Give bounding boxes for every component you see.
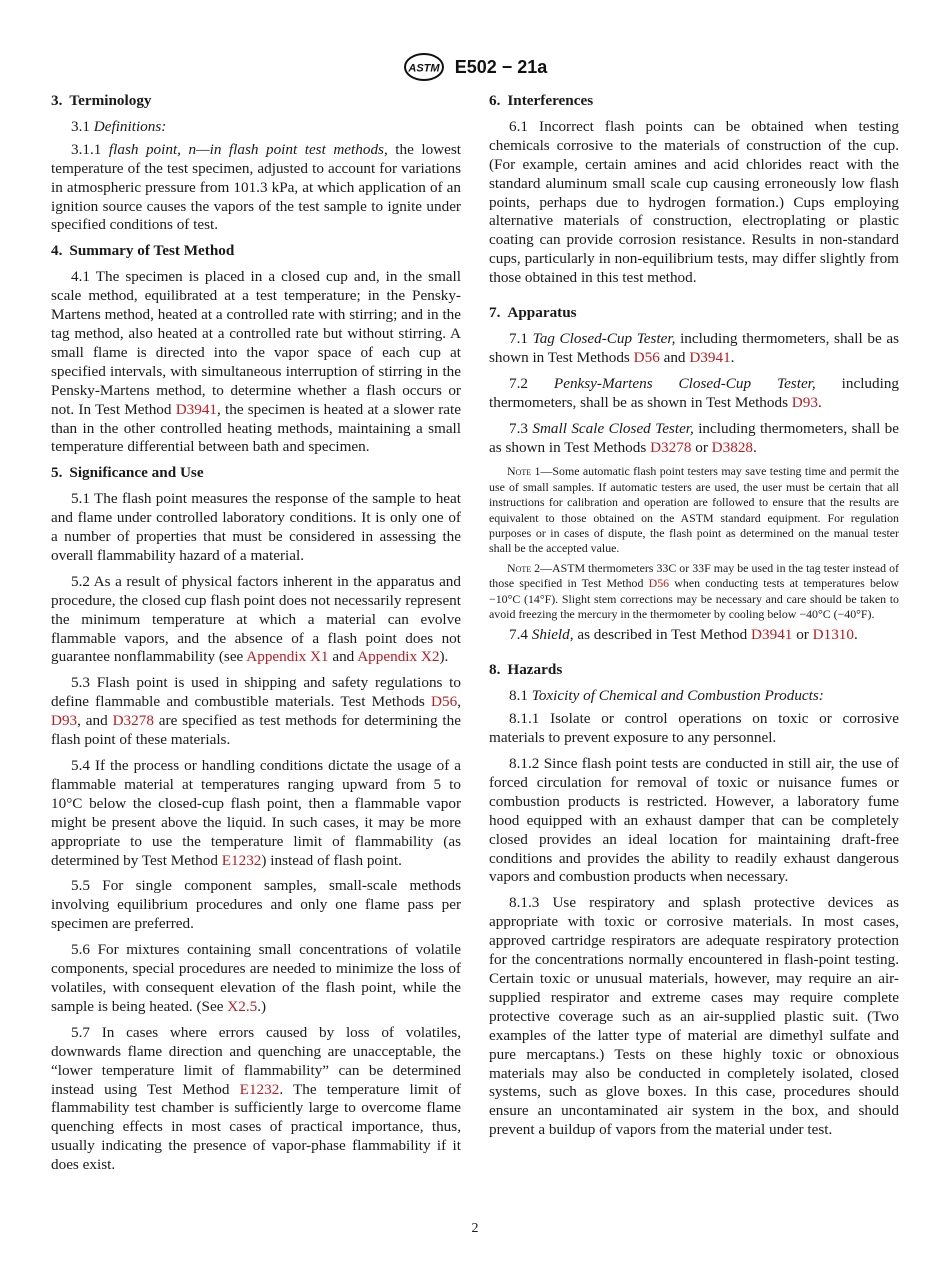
- section-heading: 3. Terminology: [51, 92, 152, 109]
- reference-link[interactable]: D56: [431, 693, 458, 711]
- reference-link[interactable]: D56: [648, 576, 670, 591]
- reference-link[interactable]: E1232: [221, 851, 262, 869]
- reference-link[interactable]: D93: [51, 712, 78, 730]
- reference-link[interactable]: X2.5: [227, 997, 258, 1015]
- section-heading: 4. Summary of Test Method: [51, 242, 235, 260]
- svg-text:ASTM: ASTM: [408, 62, 440, 75]
- paragraph: 6.1 Incorrect flash points can be obtained when testing chemicals corrosive to the materials of construction of the cup. (For example, certain amines and acid chlorides react with the standard aluminum small scale cup causing erroneously low flash points, perhaps due to hydrogen formation.) Cups employing alternative materials of construction, electroplating or plastic coating can provide corrosion resistance. Results in non-standard cups, particularly in non-equilibrium tests, may differ slightly from those obtained in this test method.: [489, 117, 899, 287]
- reference-link[interactable]: D3828: [711, 438, 754, 456]
- document-number: E502 − 21a: [454, 56, 548, 77]
- reference-link[interactable]: Appendix X2: [357, 648, 440, 666]
- paragraph: 5.5 For single component samples, small-scale methods involving equilibrium procedures and only one flame pass per specimen are preferred.: [51, 877, 461, 933]
- paragraph: 4.1 The specimen is placed in a closed cup and, in the small scale method, equilibrated at a test temperature; in the Pensky-Martens method, heated at a controlled rate with stirring; and in the tag method, also heated at a controlled rate but without stirring. A small flame is directed into the vapor space of each cup at specified intervals, with simultaneous interruption of stirring in the Pensky-Martens method, to determine whether a flash occurs or not. In Test Method D3941, the specimen is heated at a slower rate than in the other controlled heating methods, maintaining a small temperature differential between bath and specimen.: [51, 268, 461, 456]
- page-number: 2: [471, 1221, 479, 1236]
- reference-link[interactable]: Appendix X1: [246, 648, 329, 666]
- right-column: [489, 92, 899, 1147]
- note: Note 2—ASTM thermometers 33C or 33F may be used in the tag tester instead of those specified in Test Method D56 when conducting tests at temperatures below −10°C (14°F). Slight stem corrections may be necessary and care should be taken to avoid freezing the mercury in the thermometer by cooling below −40°C (−40°F).: [489, 560, 900, 622]
- section-heading: 8. Hazards: [489, 661, 563, 679]
- paragraph: 5.6 For mixtures containing small concentrations of volatile components, special procedures are needed to minimize the loss of volatiles, with consequent elevation of the flash point, while the sample is being heated. (See X2.5.): [51, 941, 461, 1015]
- astm-logo-icon: [403, 52, 445, 82]
- reference-link[interactable]: D3941: [689, 348, 731, 366]
- reference-link[interactable]: D3941: [751, 626, 793, 644]
- reference-link[interactable]: D56: [633, 348, 660, 366]
- paragraph: 5.2 As a result of physical factors inherent in the apparatus and procedure, the closed cup flash point does not necessarily represent the minimum temperature at which a material can evolve flammable vapors, and the absence of a flash point does not guarantee nonflammability (see Appendix X1 and Appendix X2).: [51, 572, 461, 666]
- paragraph: 7.3 Small Scale Closed Tester, including thermometers, shall be as shown in Test Methods D3278 or D3828.: [489, 419, 900, 456]
- reference-link[interactable]: D3278: [112, 712, 154, 730]
- paragraph: 5.3 Flash point is used in shipping and safety regulations to define flammable and combustible materials. Test Methods D56, D93, and D3278 are specified as test methods for determining the flash point of these materials.: [51, 674, 461, 749]
- paragraph: 3.1 Definitions:: [71, 117, 167, 135]
- paragraph: 7.1 Tag Closed-Cup Tester, including thermometers, shall be as shown in Test Methods D56 and D3941.: [489, 329, 899, 366]
- left-column: [51, 92, 461, 1182]
- reference-link[interactable]: E1232: [239, 1080, 280, 1098]
- paragraph: 5.4 If the process or handling conditions dictate the usage of a flammable material at temperatures ranging upward from 5 to 10°C below the closed-cup flash point, then a flammable vapor might be present above the liquid. In such cases, it may be more appropriate to use the temperature limit of flammability (as determined by Test Method E1232) instead of flash point.: [51, 757, 461, 869]
- paragraph: 7.2 Penksy-Martens Closed-Cup Tester, including thermometers, shall be as shown in Test Methods D93.: [489, 374, 900, 411]
- section-heading: 7. Apparatus: [489, 304, 577, 322]
- paragraph: 7.4 Shield, as described in Test Method D3941 or D1310.: [509, 626, 858, 644]
- page-header: [0, 52, 950, 82]
- paragraph: 8.1.3 Use respiratory and splash protective devices as appropriate with toxic or corrosive materials. In most cases, approved cartridge respirators are adequate respiratory protection for the concentrations normally encountered in flash-point testing. Certain toxic or unusual materials, however, may require an air-supplied respirator and extreme cases may require complete protective coverage such as an air-supplied plastic suit. (Two examples of the latter type of material are dimethyl sulfate and pure mercaptans.) Tests on these highly toxic or obnoxious materials may also be conducted in completely isolated, closed systems, such as glove boxes. In this case, procedures should ensure an uncontaminated air system in the box, and should prevent a buildup of vapors from the material under test.: [489, 894, 899, 1139]
- reference-link[interactable]: D1310: [812, 626, 854, 644]
- paragraph: 8.1 Toxicity of Chemical and Combustion Products:: [509, 687, 824, 705]
- reference-link[interactable]: D93: [791, 393, 818, 411]
- paragraph: 5.7 In cases where errors caused by loss of volatiles, downwards flame direction and quenching are unacceptable, the “lower temperature limit of flammability” can be determined instead using Test Method E1232. The temperature limit of flammability test chamber is sufficiently large to overcome flame quenching effects in most cases of practical importance, thus, usually indicating the presence of vapor-phase flammability if it does exist.: [51, 1023, 461, 1174]
- section-heading: 5. Significance and Use: [51, 464, 204, 482]
- paragraph: 8.1.2 Since flash point tests are conducted in still air, the use of forced circulation for removal of toxic or nuisance fumes or combustion products is restricted. However, a laboratory fume hood equipped with an exhaust damper that can be completely closed provides an ideal location for maintaining draft-free conditions and provides the ability to readily exhaust dangerous vapors and combustion products when necessary.: [489, 755, 899, 886]
- paragraph: 8.1.1 Isolate or control operations on toxic or corrosive materials to prevent exposure to any personnel.: [489, 710, 899, 747]
- reference-link[interactable]: D3278: [650, 438, 692, 456]
- reference-link[interactable]: D3941: [175, 400, 218, 418]
- section-heading: 6. Interferences: [489, 92, 594, 109]
- note: Note 1—Some automatic flash point testers may save testing time and permit the use of small samples. If automatic testers are used, the user must be certain that all instructions for calibration and operation are followed to ensure that the results are equivalent to those obtained on the ASTM standard equipment. For regulation purposes or in cases of dispute, the flash point as determined on the manual tester shall be the accepted value.: [489, 464, 899, 556]
- paragraph: 5.1 The flash point measures the response of the sample to heat and flame under controlled laboratory conditions. It is only one of a number of properties that must be considered in assessing the overall flammability hazard of a material.: [51, 490, 461, 564]
- paragraph: 3.1.1 flash point, n—in flash point test methods, the lowest temperature of the test specimen, adjusted to account for variations in atmospheric pressure from 101.3 kPa, at which application of an ignition source causes the vapors of the test sample to ignite under specified conditions of test.: [51, 140, 462, 234]
